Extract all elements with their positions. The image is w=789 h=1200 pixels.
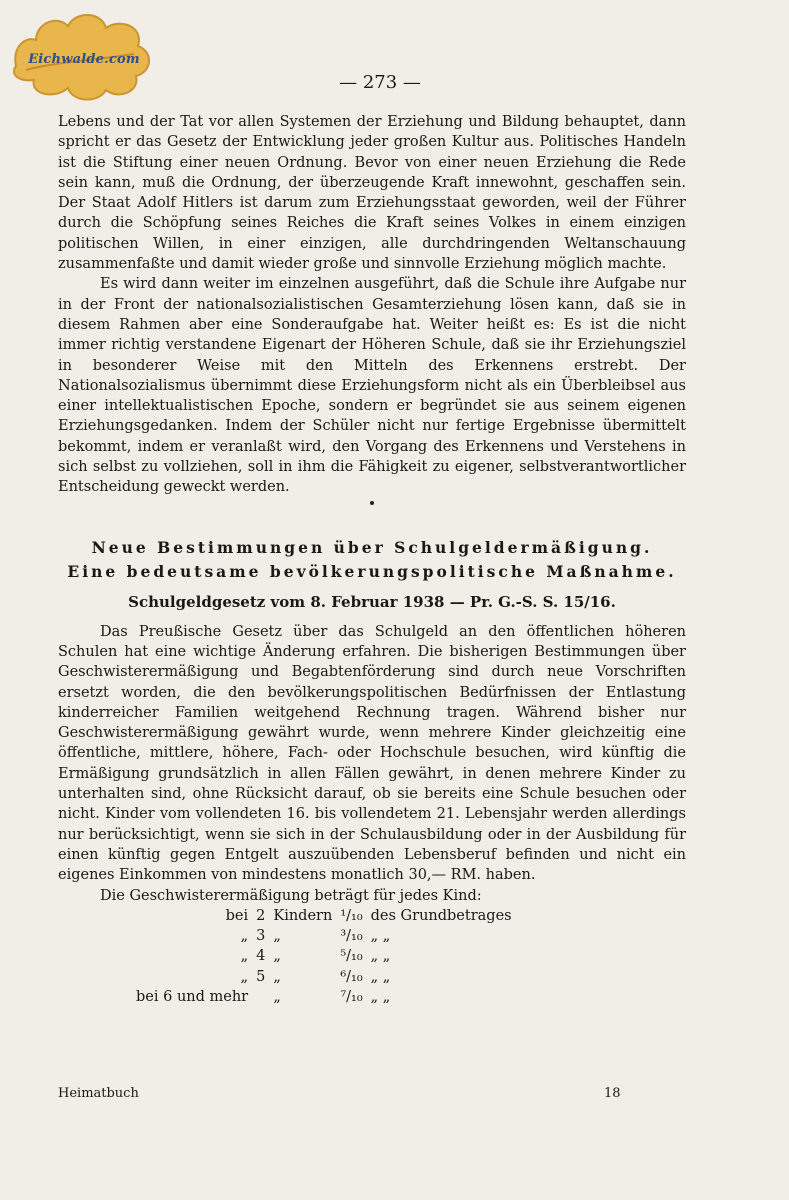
rate-unit: „ [273, 988, 281, 1005]
rate-fraction: ⁵/₁₀ [340, 948, 363, 965]
rate-suffix: „ „ [370, 928, 391, 945]
table-row [132, 967, 516, 987]
discount-table [132, 906, 516, 1007]
page-body [58, 112, 686, 1007]
section-heading-line: Neue Bestimmungen über Schulgeldermäßigung. [91, 537, 653, 557]
rate-suffix: „ „ [370, 988, 391, 1005]
page-number: — 273 — [339, 72, 421, 93]
rate-fraction: ⁷/₁₀ [340, 988, 363, 1005]
law-reference: Schulgeldgesetz vom 8. Februar 1938 — Pr. G.-S. S. 15/16. [128, 592, 616, 611]
table-row [132, 906, 516, 926]
intro-paragraph: Es wird dann weiter im einzelnen ausgeführt, daß die Schule ihre Aufgabe nur in der Front der nationalsozialistischen Gesamterziehung lösen kann, daß sie in diesem Rahmen aber eine Sonderaufgabe hat. Weiter heißt es: Es ist die nicht immer richtig verstandene Eigenart der Höheren Schule, daß sie ihr Erziehungsziel in besonderer Weise mit den Mitteln des Erkennens erstrebt. Der Nationalsozialismus übernimmt diese Erziehungsform nicht als ein Überbleibsel aus einer intellektualistischen Epoche, sondern er begründet sie aus seinem eigenen Erziehungsgedanken. Indem der Schüler nicht nur fertige Ergebnisse übermittelt bekommt, indem er veranlaßt wird, den Vorgang des Erkennens und Verstehens in sich selbst zu vollziehen, soll in ihm die Fähigkeit zu eigener, selbstverantwortlicher Entscheidung geweckt werden. [58, 276, 686, 496]
rate-suffix: „ „ [370, 948, 391, 965]
rate-count: 3 [256, 928, 266, 945]
logo-text: Eichwalde.com [28, 52, 140, 67]
intro-paragraph: Lebens und der Tat vor allen Systemen der Erziehung und Bildung behauptet, dann spricht er das Gesetz der Entwicklung jeder großen Kultur aus. Politisches Handeln ist die Stiftung einer neuen Ordnung. Bevor von einer neuen Erziehung die Rede sein kann, muß die Ordnung, der überzeugende Kraft innewohnt, geschaffen sein. Der Staat Adolf Hitlers ist darum zum Erziehungsstaat geworden, weil der Führer durch die Schöpfung seines Reiches die Kraft seines Volkes in einem einzigen politischen Willen, in einer einzigen, alle durchdringenden Weltanschauung zusammenfaßte und damit wieder große und sinnvolle Erziehung möglich machte. [58, 114, 686, 273]
rate-count [252, 987, 269, 1007]
footer-signature-number: 18 [604, 1086, 621, 1101]
rate-fraction: ⁶/₁₀ [340, 968, 363, 985]
rate-unit: „ [273, 968, 281, 985]
rate-count: 2 [256, 907, 266, 924]
table-row [132, 987, 516, 1007]
rate-prefix: bei [225, 907, 249, 924]
section-paragraph: Das Preußische Gesetz über das Schulgeld an den öffentlichen höheren Schulen hat eine wichtige Änderung erfahren. Die bisherigen Bestimmungen über Geschwisterermäßigung und Begabtenförderung sind durch neue Vorschriften ersetzt worden, die den bevölkerungspolitischen Bedürfnissen der Entlastung kinderreicher Familien weitgehend Rechnung tragen. Während bisher nur Geschwisterermäßigung gewährt wurde, wenn mehrere Kinder gleichzeitig eine öffentliche, mittlere, höhere, Fach- oder Hochschule besuchen, wird künftig die Ermäßigung grundsätzlich in allen Fällen gewährt, in denen mehrere Kinder zu unterhalten sind, ohne Rücksicht darauf, ob sie bereits eine Schule besuchen oder nicht. Kinder vom vollendeten 16. bis vollendetem 21. Lebensjahr werden allerdings nur berücksichtigt, wenn sie sich in der Schulausbildung oder in der Ausbildung für einen künftig gegen Entgelt auszuübenden Lebensberuf befinden und nicht ein eigenes Einkommen von mindestens monatlich 30,— RM. haben. [58, 623, 686, 884]
table-row [132, 946, 516, 966]
rate-prefix: „ [240, 948, 249, 965]
table-row [132, 926, 516, 946]
site-logo[interactable] [6, 6, 156, 106]
rate-prefix: „ [240, 968, 249, 985]
rate-prefix: „ [240, 928, 249, 945]
rate-prefix: bei 6 und mehr [136, 988, 249, 1005]
table-intro: Die Geschwisterermäßigung beträgt für jedes Kind: [100, 887, 482, 904]
rate-unit: Kindern [273, 907, 333, 924]
rate-suffix: des Grundbetrages [370, 907, 512, 924]
rate-unit: „ [273, 928, 281, 945]
footer-book-title: Heimatbuch [58, 1086, 139, 1101]
rate-fraction: ³/₁₀ [340, 928, 363, 945]
rate-suffix: „ „ [370, 968, 391, 985]
section-heading [58, 536, 686, 584]
rate-count: 4 [256, 948, 266, 965]
rate-fraction: ¹/₁₀ [340, 907, 363, 924]
rate-count: 5 [256, 968, 266, 985]
section-heading-line: Eine bedeutsame bevölkerungspolitische Maßnahme. [67, 561, 677, 581]
rate-unit: „ [273, 948, 281, 965]
